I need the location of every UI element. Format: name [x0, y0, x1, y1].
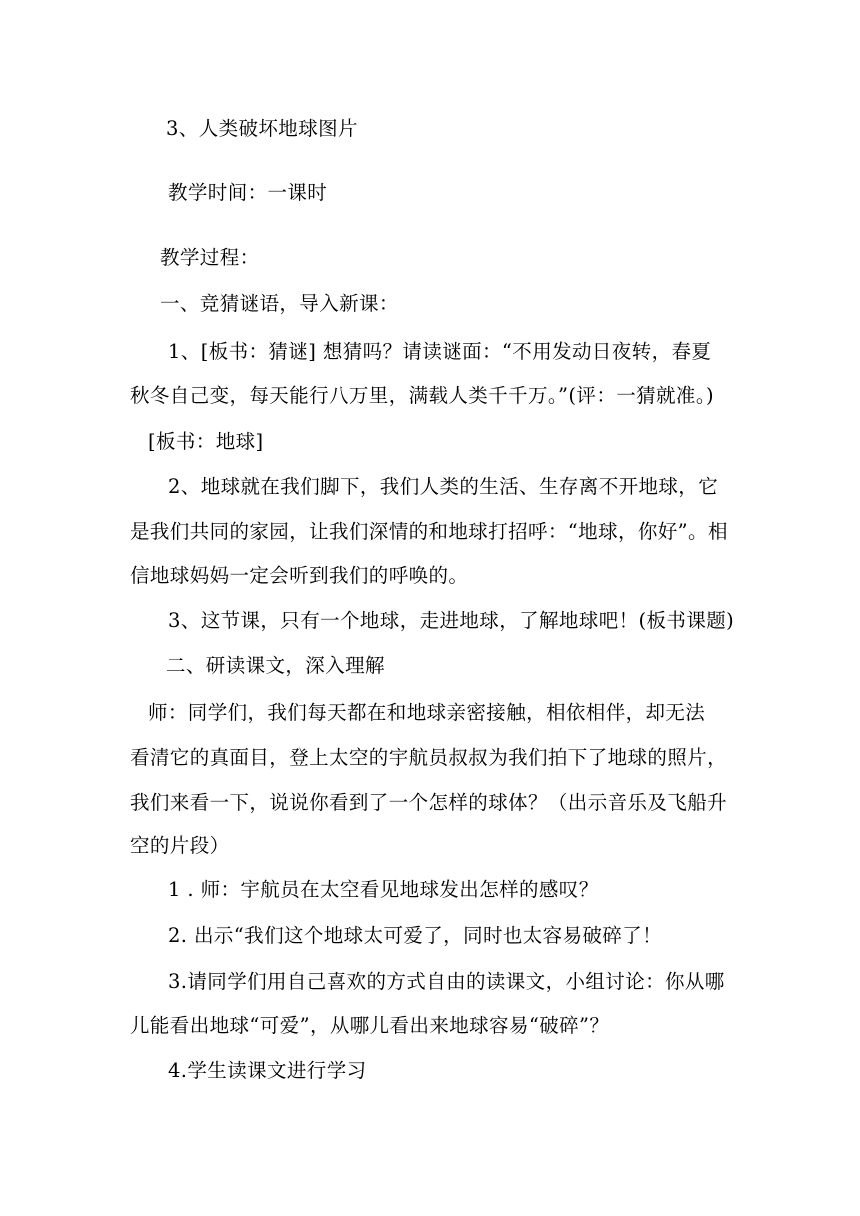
text-line-19: 3.请同学们用自己喜欢的方式自由的读课文，小组讨论：你从哪 — [168, 970, 725, 993]
text-line-18: 2. 出示“我们这个地球太可爱了，同时也太容易破碎了！ — [168, 924, 663, 947]
text-line-14: 看清它的真面目，登上太空的宇航员叔叔为我们拍下了地球的照片， — [130, 746, 728, 769]
text-line-13: 师：同学们，我们每天都在和地球亲密接触，相依相伴，却无法 — [148, 701, 706, 724]
text-line-7: [板书：地球] — [148, 430, 264, 453]
text-line-8: 2、地球就在我们脚下，我们人类的生活、生存离不开地球，它 — [168, 475, 719, 498]
text-line-9: 是我们共同的家园，让我们深情的和地球打招呼：“地球，你好”。相 — [130, 520, 728, 543]
text-line-17: 1 . 师：宇航员在太空看见地球发出怎样的感叹？ — [168, 878, 599, 901]
text-line-21: 4.学生读课文进行学习 — [168, 1059, 367, 1082]
text-line-5: 1、[板书：猜谜] 想猜吗？请读谜面：“不用发动日夜转，春夏 — [168, 340, 712, 363]
text-line-10: 信地球妈妈一定会听到我们的呼唤的。 — [130, 564, 469, 587]
text-line-16: 空的片段） — [130, 834, 230, 857]
text-line-11: 3、这节课，只有一个地球，走进地球，了解地球吧！(板书课题) — [168, 609, 735, 632]
text-line-15: 我们来看一下，说说你看到了一个怎样的球体？（出示音乐及飞船升 — [130, 791, 728, 814]
text-line-3: 教学过程： — [160, 246, 260, 269]
text-line-6: 秋冬自己变，每天能行八万里，满载人类千千万。”(评：一猜就准。) — [130, 384, 714, 407]
text-line-1: 3、人类破坏地球图片 — [166, 117, 358, 140]
text-line-4: 一、竞猜谜语，导入新课： — [160, 292, 399, 315]
text-line-20: 儿能看出地球“可爱”，从哪儿看出来地球容易“破碎”？ — [130, 1014, 610, 1037]
text-line-2: 教学时间：一课时 — [168, 181, 328, 204]
text-line-12: 二、研读课文，深入理解 — [166, 654, 385, 677]
